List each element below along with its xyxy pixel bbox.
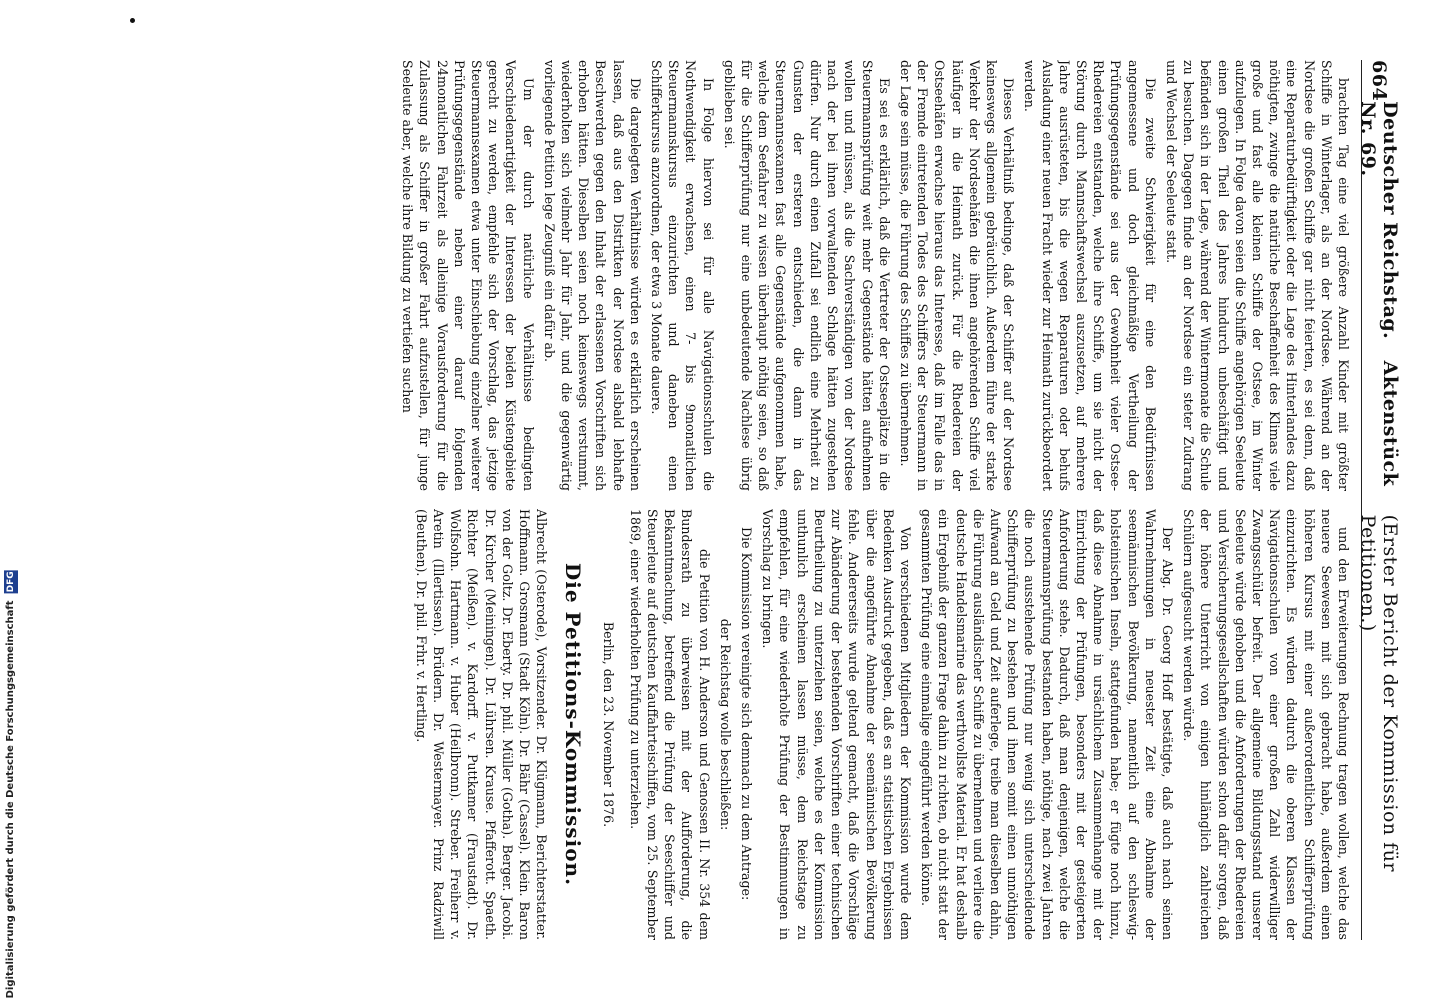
paragraph: brachten Tag eine viel größere Anzahl Kinder mit größter Schiffe in Winterlager, als an der Nordsee. Während an der Nordsee die großen Schiffe gar nicht feierten, es sei denn, daß eine Reparaturbedürftigkeit oder die Lage des Hinterlandes dazu nöthigten, zwinge die natürliche Beschaffenheit des Klimas viele große und fast alle kleinen Schiffe der Ostsee, im Winter aufzulegen. In Folge davon seien die Schiffe angehörigen Seeleute einen großen Theil des Jahres hindurch unbeschäftigt und befänden sich in der Lage, während der Wintermonate die Schule zu besuchen. Dagegen finde an der Nordsee ein steter Zudrang und Wechsel der Seeleute statt. (1163, 60, 1351, 491)
paragraph: und den Erweiterungen Rechnung tragen wollen, welche das neuere Seewesen mit sich gebracht habe, außerdem einen höheren Kursus mit einer außerordentlichen Schifferprüfung einzurichten. Es würden dadurch die oberen Klassen der Navigationsschulen von einer großen Zahl widerwilliger Zwangsschüler befreit. Der allgemeine Bildungsstand unserer Seeleute würde gehoben und die Anforderungen der Rhedereien und Versicherungsgesellschaften würden schon dafür sorgen, daß der höhere Unterricht von einigen hinlänglich zahlreichen Schülern aufgesucht werden würde. (1181, 509, 1351, 940)
resolution-text: die Petition von H. Anderson und Genossen II. Nr. 354 dem Bundesrath zu überweisen mit der Aufforderung, die Bekanntmachung, betreffend die Prüfung der Seeschiffer und Steuerleute auf deutschen Kauffahrteischiffen, vom 25. September 1869, einer wiederholten Prüfung zu unterziehen. (627, 509, 712, 940)
paragraph: Von verschiedenen Mitgliedern der Kommission wurde dem Bedenken Ausdruck gegeben, daß es an statistischen Ergebnissen über die angeführte Abnahme der seemännischen Bevölkerung fehle. Andererseits wurde geltend gemacht, daß die Vorschläge zur Abänderung der bestehenden Vorschriften einer technischen Beurtheilung zu unterziehen seien, welche es der Kommission unthunlich erscheinen lassen müsse, dem Reichstage zu empfehlen, für eine wiederholte Prüfung der Bestimmungen in Vorschlag zu bringen. (760, 509, 913, 940)
commission-members: Albrecht (Osterode), Vorsitzender. Dr. Klügmann, Berichterstatter. Hoffmann. Grosmann (Stadt Köln). Dr. Bähr (Cassel). Klein. Baron von der Goltz. Dr. Eberty. Dr. phil. Müller (Gotha). Berger. Jacobi. Dr. Kircher (Meiningen). Dr. Lührsen. Krause. Pfafferott. Spaeth. Richter (Meißen). v. Kardorff. v. Puttkamer (Fraustadt). Dr. Wolfsohn. Hartmann. v. Huber (Heilbronn). Streber. Freiherr v. Aretin (Illertissen). Brüdern. Dr. Westermayer. Prinz Radziwill (Beuthen). Dr. phil. Frhr. v. Hertling. (413, 509, 550, 940)
paragraph: Die Kommission vereinigte sich demnach zu dem Antrage: (739, 527, 755, 901)
document-page (26, 50, 1406, 950)
paragraph: In Folge hiervon sei für alle Navigationsschulen die Nothwendigkeit erwachsen, einen 7- bis 9monatlichen Steuermannskursus einzurichten und daneben einen Schifferkursus anzuordnen, der etwa 3 Monate dauere. (649, 60, 716, 491)
digitization-stamp (2, 0, 20, 1000)
paragraph: Es sei es erklärlich, daß die Vertreter der Ostseeplätze in die Steuermannsprüfung weit mehr Gegenstände hätten aufnehmen wollen und müssen, als die Sachverständigen von der Nordsee nach der bei ihnen vorwaltenden Schlage hätten zugestehen dürfen. Nur durch einen Zufall sei endlich eine Mehrheit zu Gunsten der ersteren entschieden, die dann in das Steuermannsexamen fast alle Gegenstände aufgenommen habe, welche dem Seefahrer zu wissen überhaupt nöthig seien, so daß für die Schifferprüfung nur eine unbedeutende Nachlese übrig geblieben sei. (721, 60, 892, 491)
document-number: Aktenstück Nr. 69. (1357, 101, 1401, 487)
paragraph: Dieses Verhältniß bedinge, daß der Schiffer auf der Nordsee keineswegs allgemein gebräuchlich. Außerdem führe der starke Verkehr der Nordseehäfen die ihnen angehörenden Schiffe viel häufiger in die Heimath zurück. Für die Rhedereien der Ostseehäfen erwachse hieraus das Interesse, daß im Falle das in der Fremde eintretenden Todes des Schiffers der Steuermann in der Lage sein müsse, die Führung des Schiffes zu übernehmen. (897, 60, 1017, 491)
paragraph: Die dargelegten Verhältnisse würden es erklärlich erscheinen lassen, daß aus den Distrikten der Nordsee alsbald lebhafte Beschwerden gegen den Inhalt der erlassenen Vorschriften sich erhoben hätten. Dieselben seien noch keineswegs verstummt, wiederholten sich vielmehr Jahr für Jahr, und die gegenwärtig vorliegende Petition lege Zeugniß ein dafür ab. (541, 60, 643, 491)
resolution-intro: der Reichstag wolle beschließen: (717, 618, 733, 831)
left-column (36, 60, 1352, 491)
paragraph: Die zweite Schwierigkeit für eine den Bedürfnissen angemessene und doch gleichmäßige Vertheilung der Prüfungsgegenstände sei aus der Gewohnheit vieler Ostsee-Rhedereien entstanden, welche ihre Schiffe, um sie nicht der Störung durch Mannschaftswechsel auszusetzen, auf mehrere Jahre ausrüsteten, bis die wegen Reparaturen oder behufs Ausladung einer neuen Fracht wieder zur Heimath zurückbeordert werden. (1022, 60, 1158, 491)
commission-title: Die Petitions-Kommission. (561, 562, 586, 887)
report-title: (Erster Bericht der Kommission für Petitionen.) (1357, 514, 1401, 873)
speck-mark (130, 18, 135, 23)
stamp-text: Digitalisierung gefördert durch die Deutsche Forschungsgemeinschaft (5, 600, 16, 998)
page-title (1357, 101, 1401, 514)
right-column (36, 509, 1352, 940)
paragraph: Der Abg. Dr. Georg Hoff bestätigte, daß auch nach seinen Wahrnehmungen in neuester Zeit eine Abnahme der seemännischen Bevölkerung, namentlich auf den schleswig-holsteinischen Inseln, stattgefunden habe; er fügte noch hinzu, daß diese Abnahme in ursächlichem Zusammenhange mit der Einrichtung der Prüfungen, besonders mit der gesteigerten Anforderung stehe. Dadurch, daß man denjenigen, welche die Steuermannsprüfung bestanden haben, nöthige, nach zwei Jahren die noch ausstehende Prüfung nur wenig sich unterscheidende Schifferprüfung zu bestehen und ihnen somit einen unnöthigen Aufwand an Geld und Zeit auferlege, treibe man dieselben dahin, die Führung ausländischer Schiffe zu übernehmen und verliere die deutsche Handelsmarine das werthvollste Material. Er hat deshalb ein Ergebniß der ganzen Frage dahin zu richten, ob nicht statt der gesammten Prüfung eine einmalige eingeführt werden könne. (919, 509, 1175, 940)
publication-title: Deutscher Reichstag. (1379, 101, 1401, 340)
dfg-logo: DFG (6, 570, 16, 592)
page-number: 664 (1368, 60, 1390, 102)
paragraph: Um der durch natürliche Verhältnisse bedingten Verschiedenartigkeit der Interessen der beiden Küstengebiete gerecht zu werden, empfehle sich der Vorschlag, das jetzige Steuermannsexamen etwa unter Einschiebung einzelner weiterer Prüfungsgegenstände neben einer darauf folgenden 24monatlichen Fahrzeit als alleinige Vorausforderung für die Zulassung als Schiffer in großer Fahrt aufzustellen, für junge Seeleute aber, welche ihre Bildung zu vertiefen suchen (400, 60, 536, 491)
date-line: Berlin, den 23. November 1876. (600, 621, 616, 828)
page-header (1357, 60, 1401, 940)
text-columns (36, 60, 1352, 940)
